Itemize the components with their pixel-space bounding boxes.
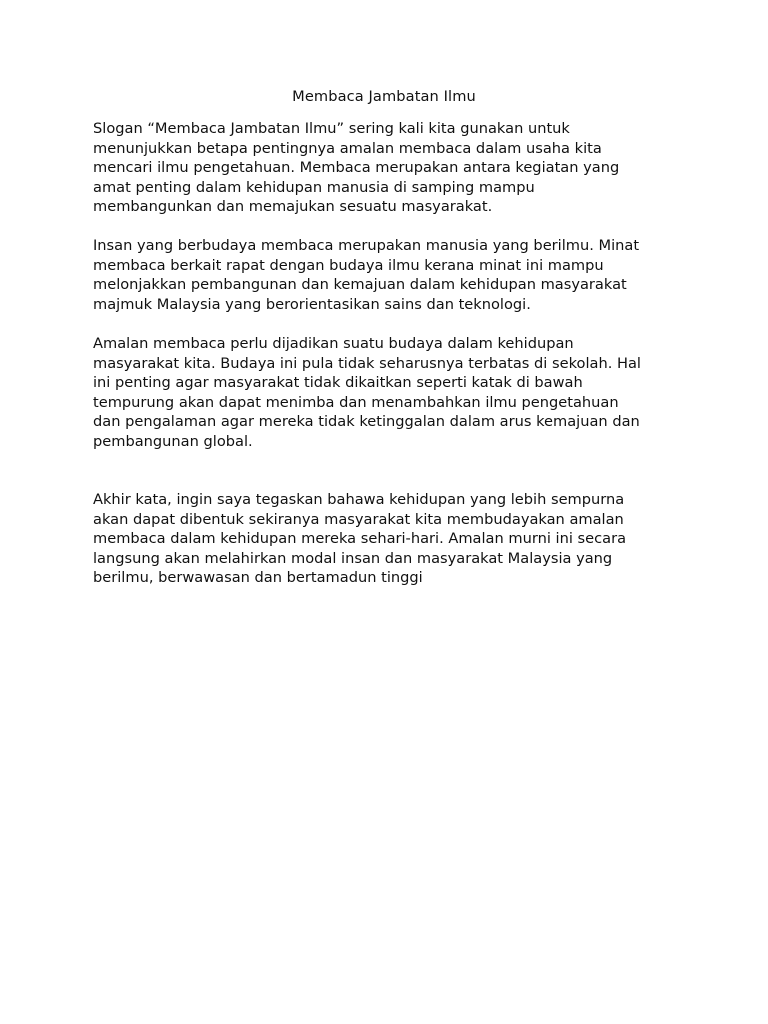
paragraph-line: masyarakat kita. Budaya ini pula tidak seharusnya terbatas di sekolah. Hal bbox=[93, 354, 641, 372]
paragraph-line: tempurung akan dapat menimba dan menambahkan ilmu pengetahuan bbox=[93, 393, 619, 411]
paragraph-line: dan pengalaman agar mereka tidak ketinggalan dalam arus kemajuan dan bbox=[93, 413, 640, 431]
paragraph-line: Akhir kata, ingin saya tegaskan bahawa kehidupan yang lebih sempurna bbox=[93, 491, 625, 508]
paragraph-line: melonjakkan pembangunan dan kemajuan dalam kehidupan masyarakat bbox=[93, 276, 627, 294]
paragraph-line: mencari ilmu pengetahuan. Membaca merupakan antara kegiatan yang bbox=[93, 159, 620, 177]
paragraph-4 bbox=[93, 490, 683, 588]
paragraph-line: membangunkan dan memajukan sesuatu masyarakat. bbox=[93, 198, 493, 216]
paragraph-line: Amalan membaca perlu dijadikan suatu budaya dalam kehidupan bbox=[93, 335, 574, 352]
paragraph-line: langsung akan melahirkan modal insan dan masyarakat Malaysia yang bbox=[93, 549, 613, 567]
paragraph-1 bbox=[93, 119, 683, 217]
paragraph-line: menunjukkan betapa pentingnya amalan membaca dalam usaha kita bbox=[93, 139, 602, 157]
paragraph-line: membaca berkait rapat dengan budaya ilmu kerana minat ini mampu bbox=[93, 256, 604, 274]
paragraph-line: majmuk Malaysia yang berorientasikan sains dan teknologi. bbox=[93, 295, 531, 313]
document-title: Membaca Jambatan Ilmu bbox=[292, 88, 476, 105]
paragraph-line: Insan yang berbudaya membaca merupakan manusia yang berilmu. Minat bbox=[93, 237, 640, 254]
paragraph-line: berilmu, berwawasan dan bertamadun tinggi bbox=[93, 569, 423, 587]
paragraph-2 bbox=[93, 236, 683, 314]
paragraph-line: akan dapat dibentuk sekiranya masyarakat kita membudayakan amalan bbox=[93, 510, 624, 528]
paragraph-line: membaca dalam kehidupan mereka sehari-hari. Amalan murni ini secara bbox=[93, 530, 627, 548]
paragraph-3 bbox=[93, 334, 683, 452]
paragraph-line: amat penting dalam kehidupan manusia di samping mampu bbox=[93, 178, 535, 196]
paragraph-line: pembangunan global. bbox=[93, 432, 253, 450]
paragraph-line: ini penting agar masyarakat tidak dikaitkan seperti katak di bawah bbox=[93, 374, 583, 392]
paragraph-line: Slogan “Membaca Jambatan Ilmu” sering kali kita gunakan untuk bbox=[93, 120, 570, 137]
